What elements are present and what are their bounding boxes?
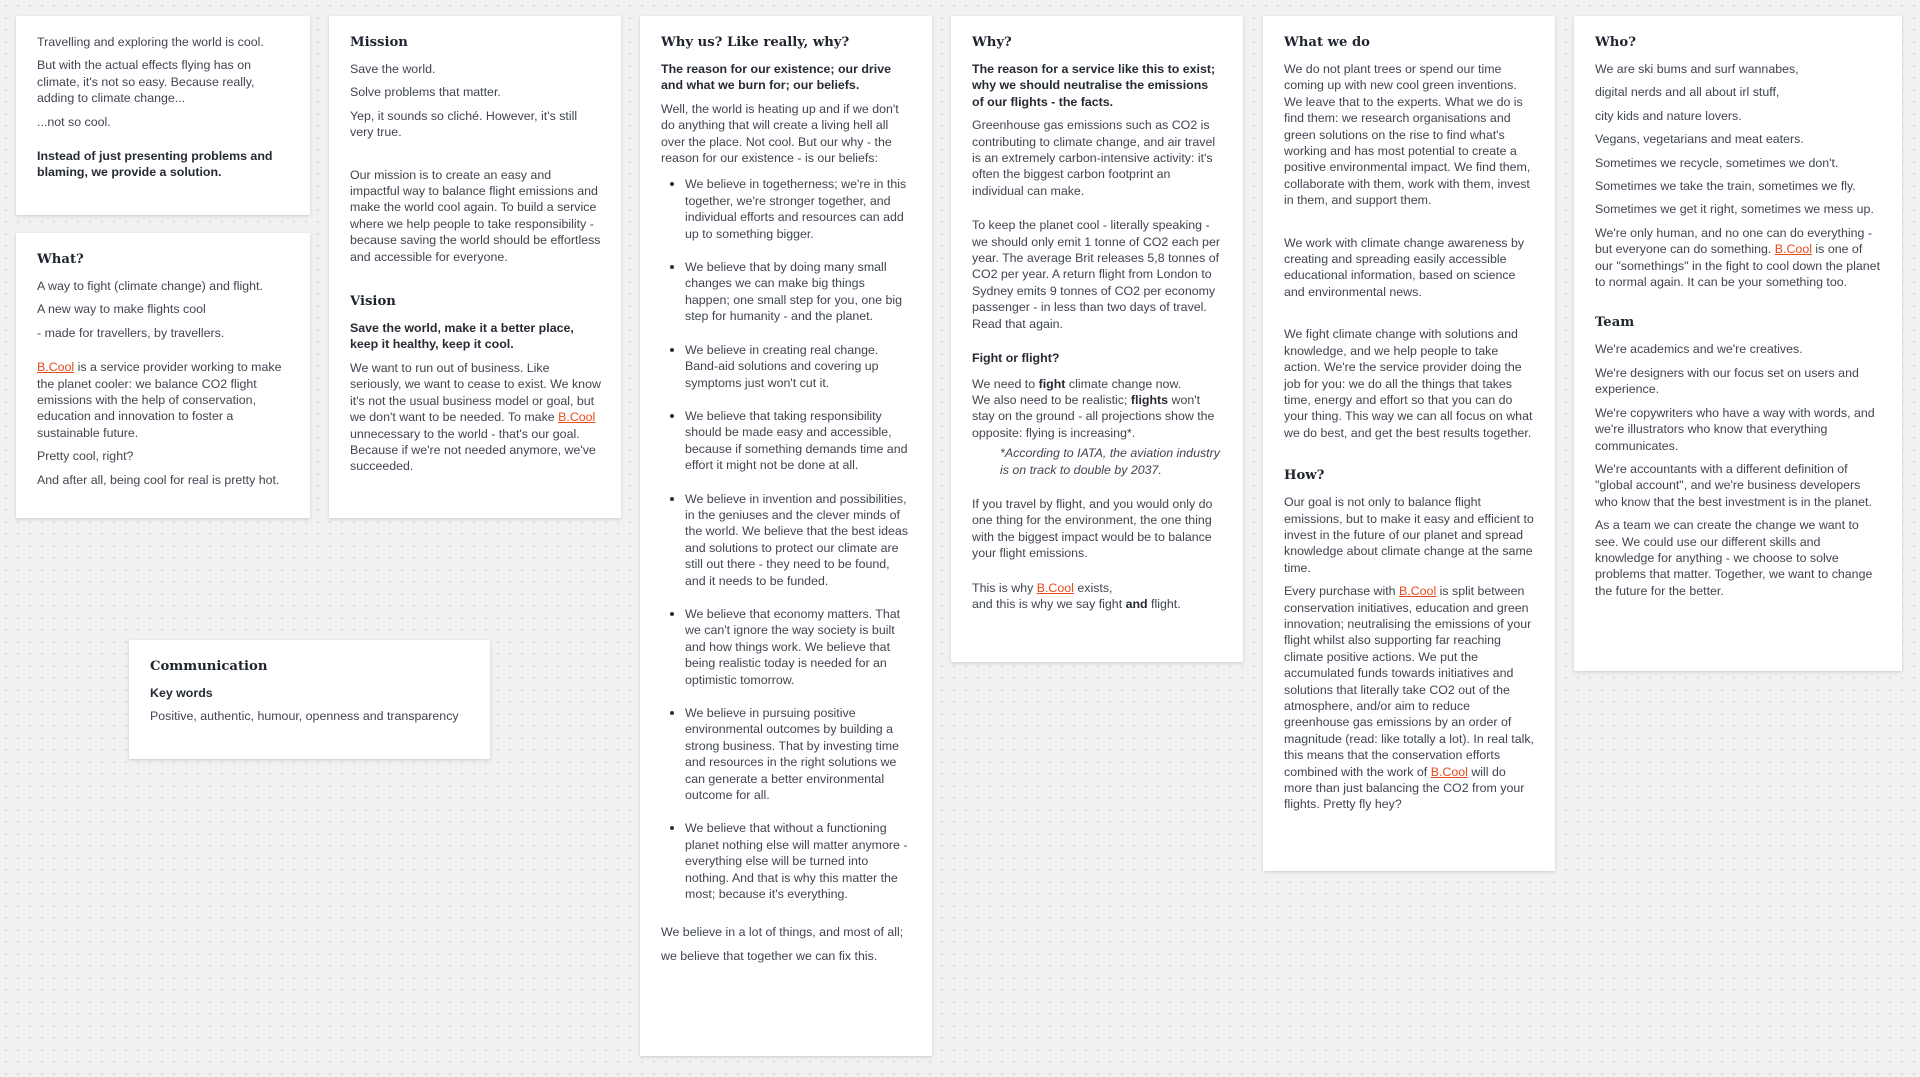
who-l8b: is one of our "somethings" in the fight to cool down the planet to normal again. It can be your something too. — [1595, 242, 1881, 290]
brand-link[interactable]: B.Cool — [1774, 242, 1812, 257]
why-us-outro-1: We believe in a lot of things, and most of all; — [661, 925, 904, 940]
fight-or-flight-line-1 — [972, 376, 1223, 442]
who-title: Who? — [1595, 35, 1636, 50]
what-we-do-card[interactable] — [1263, 16, 1555, 871]
beliefs-list — [661, 176, 912, 902]
how-2b: is split between conservation initiatives, education and green innovation; neutralising the emissions of your flight whilst also supporting far reaching climate positive actions. We put the accumulated funds towards initiatives and solutions that literally take CO2 out of the atmosphere, and/or aim to reduce greenhouse gas emissions by an order of magnitude (read: like totally a lot). In real talk, this means that the conservation efforts combined with the work of — [1284, 584, 1534, 779]
team-line: We're accountants with a different definition of "global account", and we're business developers who know that the best investment is in the planet. — [1595, 461, 1872, 509]
what-line-3: - made for travellers, by travellers. — [37, 325, 225, 340]
belief-item: • We believe in pursuing positive environmental outcomes by building a strong business. That by investing time and resources in the right solutions we can generate a better environmental outcome for all. — [685, 705, 912, 803]
why-us-bold: The reason for our existence; our drive and what we burn for; our beliefs. — [661, 62, 891, 93]
who-line: digital nerds and all about irl stuff, — [1595, 85, 1780, 100]
key-words-text: Positive, authentic, humour, openness and transparency — [150, 709, 459, 724]
fof-fight: fight — [1038, 376, 1066, 391]
belief-item: • We believe that economy matters. That we can't ignore the way society is built and how things work. We believe that being realistic today is needed for an optimistic tomorrow. — [685, 606, 912, 688]
why-p5b: flight. — [1147, 596, 1181, 611]
why-text-2: To keep the planet cool - literally speaking - we should only emit 1 tonne of CO2 each per year. The average Brit releases 5,8 tonnes of CO2 per year. A return flight from London to Sydney emits 9 tonnes of CO2 per economy passenger - in less than two days of travel. Read that again. — [972, 218, 1220, 331]
what-we-do-text-1: We do not plant trees or spend our time coming up with new cool green inventions. We leave that to the experts. What we do is find them: we research organisations and green solutions on the rise to find what's working and has most potential to create a positive environmental impact. We find them, collaborate with them, work with them, invest in them, and support them. — [1284, 62, 1531, 208]
iata-footnote: *According to IATA, the aviation industry is on track to double by 2037. — [1000, 446, 1220, 477]
who-line: Sometimes we recycle, sometimes we don't. — [1595, 155, 1839, 170]
communication-title: Communication — [150, 659, 268, 674]
communication-card[interactable] — [129, 640, 490, 759]
what-we-do-text-3: We fight climate change with solutions and knowledge, and we help people to take action. We're the service provider doing the job for you: we do all the things that takes time, energy and effort so that you can do your thing. This way we can all focus on what we do best, and get the best results together. — [1284, 327, 1533, 440]
how-2c: will do more than just balancing the CO2 from your flights. Pretty fly hey? — [1284, 764, 1525, 812]
vision-text-a: We want to run out of business. Like seriously, we want to cease to exist. We know it's not the usual business model or goal, but we don't want to be needed. To make — [350, 360, 601, 425]
who-card[interactable] — [1574, 16, 1902, 671]
fof-a: We need to — [972, 376, 1039, 391]
why-us-outro-2: we believe that together we can fix this. — [661, 948, 878, 963]
how-2a: Every purchase with — [1284, 584, 1400, 599]
who-line — [1595, 225, 1882, 291]
what-line-5: Pretty cool, right? — [37, 449, 134, 464]
why-p4a: This is why — [972, 580, 1037, 595]
what-we-do-title: What we do — [1284, 35, 1370, 50]
why-us-card[interactable] — [640, 16, 932, 1056]
brand-link[interactable]: B.Cool — [1399, 584, 1437, 599]
vision-text — [350, 360, 601, 475]
why-title: Why? — [972, 35, 1012, 50]
what-line-4 — [37, 359, 290, 441]
vision-title: Vision — [350, 294, 396, 310]
how-text-2 — [1284, 583, 1535, 813]
what-title: What? — [37, 252, 84, 267]
brand-link[interactable]: B.Cool — [1430, 764, 1468, 779]
brand-link[interactable]: B.Cool — [37, 360, 75, 375]
what-line-4-text: is a service provider working to make the planet cooler: we balance CO2 flight emissions with the help of conservation, education and innovation to foster a sustainable future. — [37, 360, 282, 440]
fof-d: won't stay on the ground - all projections show the opposite: flying is increasing*. — [972, 392, 1215, 440]
key-words-label: Key words — [150, 686, 213, 700]
mission-line-3: Yep, it sounds so cliché. However, it's still very true. — [350, 108, 578, 140]
belief-item: • We believe in invention and possibilities, in the geniuses and the clever minds of the world. We believe that the best ideas and solutions to protect our climate are still out there - they need to be found, and it needs to be funded. — [685, 491, 912, 589]
why-p5a: and this is why we say fight — [972, 596, 1126, 611]
why-p4b: exists, — [1073, 580, 1113, 595]
brand-link[interactable]: B.Cool — [558, 410, 596, 425]
who-line: Vegans, vegetarians and meat eaters. — [1595, 132, 1804, 147]
mission-card[interactable] — [329, 16, 621, 518]
mission-line-2: Solve problems that matter. — [350, 85, 501, 100]
why-us-intro: Well, the world is heating up and if we don't do anything that will create a living hell all over the place. Not cool. But our why - the reason for our existence - is our beliefs: — [661, 101, 899, 166]
belief-item: • We believe that by doing many small changes we can make big things happen; one small step for you, one big step for humanity - and the planet. — [685, 259, 912, 325]
why-card[interactable] — [951, 16, 1243, 662]
why-us-title: Why us? Like really, why? — [661, 35, 850, 50]
intro-text-3: ...not so cool. — [37, 114, 111, 129]
fof-c: We also need to be realistic; — [972, 392, 1131, 407]
vision-bold: Save the world, make it a better place, keep it healthy, keep it cool. — [350, 321, 574, 352]
who-line: city kids and nature lovers. — [1595, 108, 1742, 123]
mission-line-1: Save the world. — [350, 62, 436, 76]
who-l8a: We're only human, and no one can do everything - but everyone can do something. — [1595, 225, 1872, 257]
belief-item: • We believe that without a functioning planet nothing else will matter anymore - everything else will be turned into nothing. And that is why this matter the most; because it's everything. — [685, 820, 912, 902]
team-line: We're copywriters who have a way with words, and we're illustrators who know that everything communicates. — [1595, 405, 1875, 453]
fof-flights: flights — [1130, 392, 1169, 407]
intro-text-1: Travelling and exploring the world is cool. — [37, 35, 264, 49]
team-line: As a team we can create the change we want to see. We could use our different skills and knowledge for anything - we choose to solve problems that matter. Together, we want to change the future for the better. — [1595, 518, 1873, 598]
belief-item: • We believe that taking responsibility should be made easy and accessible, because if something demands time and effort it might not be done at all. — [685, 408, 912, 474]
what-line-2: A new way to make flights cool — [37, 302, 206, 317]
how-text-1: Our goal is not only to balance flight emissions, but to make it easy and efficient to invest in the future of our planet and spread knowledge about climate change at the same time. — [1284, 495, 1534, 575]
what-card[interactable] — [16, 233, 310, 518]
team-line: We're academics and we're creatives. — [1595, 342, 1803, 357]
intro-card[interactable] — [16, 16, 310, 215]
who-line: Sometimes we take the train, sometimes we fly. — [1595, 179, 1856, 194]
vision-text-b: unnecessary to the world - that's our goal. Because if we're not needed anymore, we've succeeded. — [350, 426, 596, 474]
what-line-1: A way to fight (climate change) and flight. — [37, 279, 263, 293]
who-line: We are ski bums and surf wannabes, — [1595, 62, 1799, 76]
why-text-1: Greenhouse gas emissions such as CO2 is contributing to climate change, and air travel is an extremely carbon-intensive activity: it's often the biggest carbon footprint an individual can make. — [972, 118, 1216, 198]
intro-text-2: But with the actual effects flying has on climate, it's not so easy. Because really, adding to climate change... — [37, 58, 255, 106]
team-line: We're designers with our focus set on users and experience. — [1595, 365, 1859, 397]
who-line: Sometimes we get it right, sometimes we mess up. — [1595, 202, 1874, 217]
belief-item: • We believe in creating real change. Band-aid solutions and covering up symptoms just won't cut it. — [685, 342, 912, 391]
why-text-3: If you travel by flight, and you would only do one thing for the environment, the one thing with the biggest impact would be to balance your flight emissions. — [972, 496, 1213, 561]
how-title: How? — [1284, 468, 1325, 484]
fight-or-flight-title: Fight or flight? — [972, 351, 1060, 366]
mission-title: Mission — [350, 35, 408, 50]
mission-text: Our mission is to create an easy and impactful way to balance flight emissions and make the world cool again. To build a service where we help people to take responsibility - because saving the world should be effortless and accessible for everyone. — [350, 167, 601, 264]
fof-b: climate change now. — [1065, 376, 1182, 391]
what-we-do-text-2: We work with climate change awareness by creating and spreading easily accessible educational information, based on science and environmental news. — [1284, 235, 1525, 299]
brand-link[interactable]: B.Cool — [1036, 580, 1074, 595]
team-title: Team — [1595, 315, 1635, 331]
belief-item: • We believe in togetherness; we're in this together, we're stronger together, and individual efforts and resources can add up to something bigger. — [685, 176, 912, 242]
what-line-6: And after all, being cool for real is pretty hot. — [37, 472, 280, 487]
why-text-4 — [972, 580, 1223, 613]
why-and: and — [1125, 596, 1148, 611]
why-bold: The reason for a service like this to exist; why we should neutralise the emissions of our flights - the facts. — [972, 62, 1216, 109]
intro-text-4: Instead of just presenting problems and blaming, we provide a solution. — [37, 149, 273, 180]
